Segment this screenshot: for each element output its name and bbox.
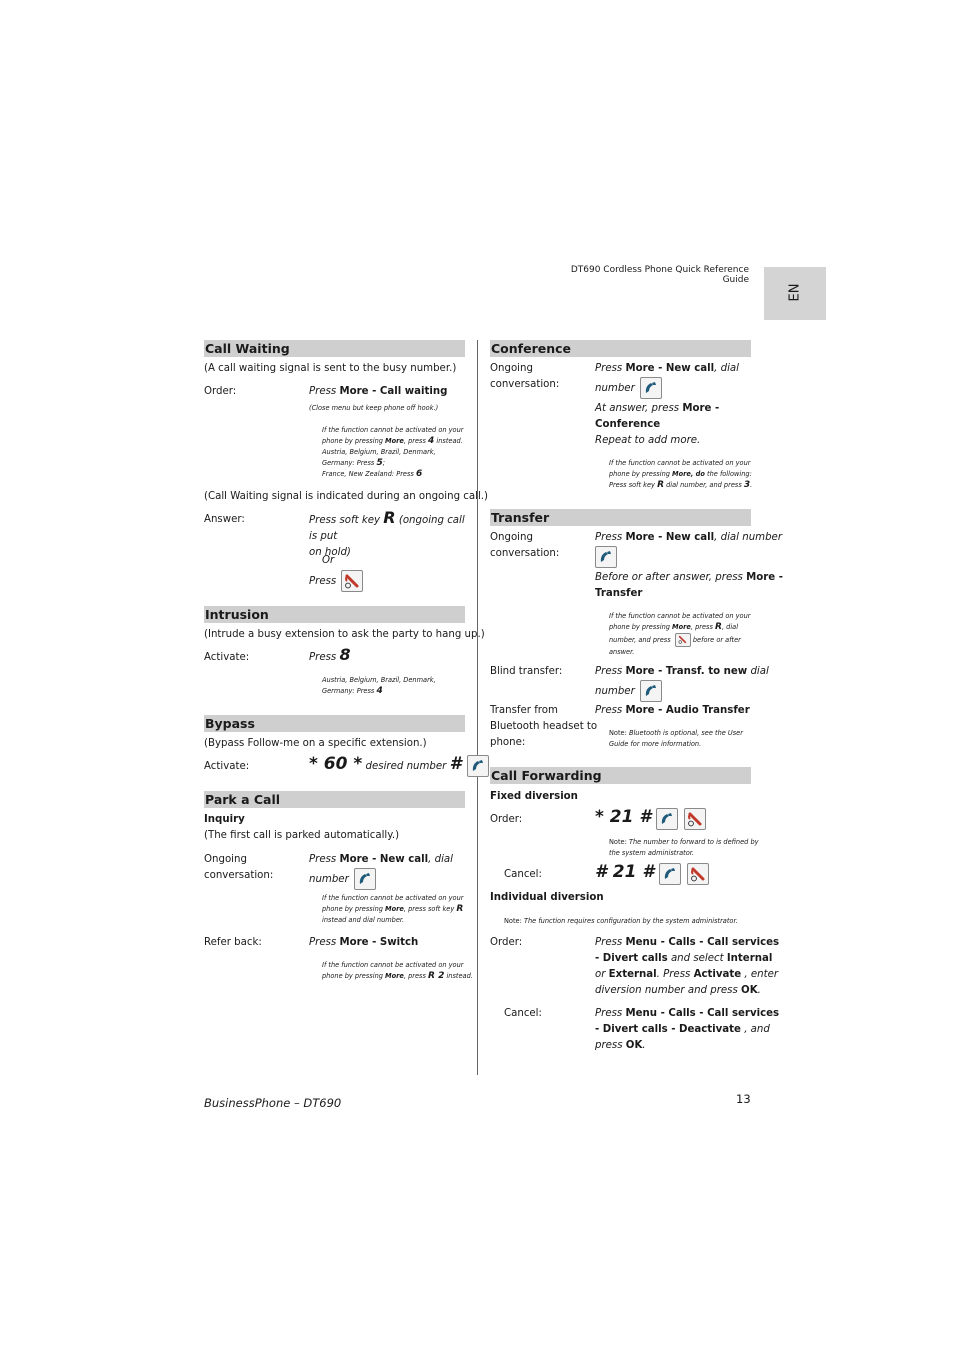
forwarding-order-label: Order: [490,814,523,825]
phone-onhook-icon [341,570,363,592]
intrusion-intro: (Intrude a busy extension to ask the party to hang up.) [204,629,485,640]
intrusion-activate-instruction: Press 8 [309,645,351,664]
call-waiting-or: Or [322,555,335,566]
section-title-call-waiting: Call Waiting [204,340,465,357]
park-refer-note: If the function cannot be activated on your phone by pressing More, press R 2 instead. [322,961,473,981]
park-refer-label: Refer back: [204,937,262,948]
bypass-intro: (Bypass Follow-me on a specific extension.) [204,738,427,749]
phone-onhook-icon [675,633,691,647]
transfer-note: If the function cannot be activated on your phone by pressing More, press R, dial number, and press before or after answer. [609,612,751,656]
call-waiting-note: If the function cannot be activated on your phone by pressing More, press 4 instead. Austria, Belgium, Brazil, Denmark, Germany: Press 5; France, New Zealand: Press 6 [322,426,464,479]
park-refer-instruction: Press More - Switch [309,937,419,948]
forwarding-cancel-label: Cancel: [504,869,542,880]
park-inquiry-heading: Inquiry [204,814,245,825]
forwarding-individual-cancel-instruction: Press Menu - Calls - Call services - Divert calls - Deactivate , and press OK. [595,1008,780,1051]
column-divider [477,340,478,1075]
transfer-bluetooth-note: Note: Bluetooth is optional, see the User Guide for more information. [609,729,743,748]
phone-onhook-icon [684,808,706,830]
transfer-before-instruction: Before or after answer, press More - Transfer [595,572,783,599]
call-waiting-intro: (A call waiting signal is sent to the busy number.) [204,363,457,374]
transfer-bluetooth-instruction: Press More - Audio Transfer [595,705,750,716]
language-label: EN [787,283,803,302]
section-title-intrusion: Intrusion [204,606,465,623]
forwarding-cancel-code: # 21 # [595,863,709,885]
bypass-activate-instruction: * 60 * desired number # [309,755,489,777]
call-waiting-order-instruction: Press More - Call waiting [309,386,448,397]
park-note: If the function cannot be activated on your phone by pressing More, press soft key R instead and dial number. [322,894,464,924]
phone-offhook-icon [640,680,662,702]
call-waiting-answer-instruction: Press soft key R (ongoing call is put on hold) [309,508,465,558]
transfer-blind-instruction: Press More - Transf. to new dial number [595,664,769,702]
section-title-transfer: Transfer [490,509,751,526]
footer-product: BusinessPhone – DT690 [204,1096,342,1110]
page-header-title: DT690 Cordless Phone Quick Reference Guide [570,265,749,285]
phone-offhook-icon [640,377,662,399]
phone-offhook-icon [595,546,617,568]
section-title-call-forwarding: Call Forwarding [490,767,751,784]
forwarding-fixed-heading: Fixed diversion [490,791,578,802]
forwarding-individual-order-instruction: Press Menu - Calls - Call services - Divert calls and select Internal or External. Press Activate , enter diversion number and press OK. [595,937,780,996]
conference-ongoing-label: Ongoing conversation: [490,363,560,390]
forwarding-fixed-note: Note: The number to forward to is defined by the system administrator. [609,838,759,857]
intrusion-note: Austria, Belgium, Brazil, Denmark, Germany: Press 4 [322,676,436,696]
call-waiting-answer-label: Answer: [204,514,245,525]
section-title-conference: Conference [490,340,751,357]
transfer-bluetooth-label: Transfer from Bluetooth headset to phone: [490,705,598,748]
phone-offhook-icon [354,868,376,890]
conference-answer-instruction: At answer, press More - Conference Repeat to add more. [595,403,720,446]
section-title-park: Park a Call [204,791,465,808]
call-waiting-order-note: (Close menu but keep phone off hook.) [309,404,439,412]
phone-onhook-icon [687,863,709,885]
forwarding-order-code: * 21 # [595,808,706,830]
phone-offhook-icon [656,808,678,830]
section-title-bypass: Bypass [204,715,465,732]
transfer-blind-label: Blind transfer: [490,666,563,677]
call-waiting-press-onhook: Press [309,570,363,592]
phone-offhook-icon [659,863,681,885]
transfer-new-call-instruction: Press More - New call, dial number [595,530,782,568]
call-waiting-order-label: Order: [204,386,237,397]
intrusion-activate-label: Activate: [204,652,250,663]
transfer-ongoing-label: Ongoing conversation: [490,532,560,559]
park-intro: (The first call is parked automatically.) [204,830,400,841]
park-new-call-instruction: Press More - New call, dial number [309,852,453,890]
forwarding-individual-note: Note: The function requires configuration by the system administrator. [504,917,738,925]
bypass-activate-label: Activate: [204,761,250,772]
forwarding-individual-cancel-label: Cancel: [504,1008,542,1019]
call-waiting-indicated: (Call Waiting signal is indicated during an ongoing call.) [204,491,488,502]
phone-offhook-icon [467,755,489,777]
conference-note: If the function cannot be activated on your phone by pressing More, do the following: Press soft key R dial number, and press 3. [609,459,753,490]
conference-new-call-instruction: Press More - New call, dial number [595,361,739,399]
park-ongoing-label: Ongoing conversation: [204,854,274,881]
forwarding-individual-order-label: Order: [490,937,523,948]
forwarding-individual-heading: Individual diversion [490,892,604,903]
page-number: 13 [736,1092,751,1106]
language-tab [764,267,826,320]
